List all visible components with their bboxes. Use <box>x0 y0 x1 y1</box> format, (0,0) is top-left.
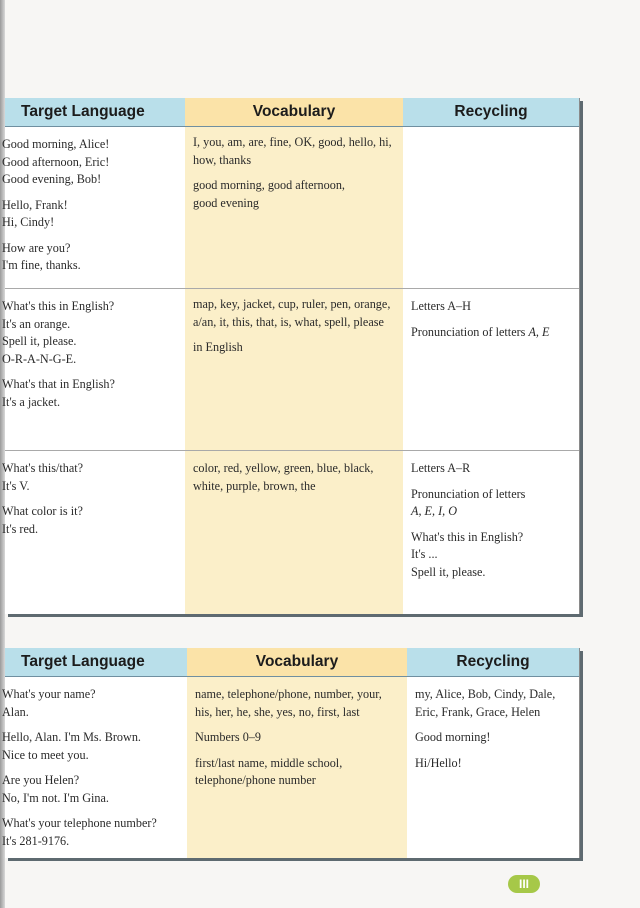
recycling-column <box>403 98 579 614</box>
cell-text-line: Alan. <box>2 704 29 719</box>
cell-text-line: Spell it, please. <box>411 564 486 579</box>
cell-text-line: a/an, it, this, that, is, what, spell, please <box>193 314 384 329</box>
cell-text-line: It's red. <box>2 521 39 536</box>
cell-text-line: Pronunciation of letters A, E <box>411 324 550 339</box>
cell-paragraph <box>2 503 180 538</box>
cell-text-line: What's that in English? <box>2 377 115 391</box>
cell-text-line: It's an orange. <box>2 316 71 331</box>
cell-text-line: What's this in English? <box>2 299 115 313</box>
cell-text-line: Hello, Frank! <box>2 197 68 212</box>
cell-text-line: I, you, am, are, fine, OK, good, hello, hi, <box>193 135 392 149</box>
recycling-header: Recycling <box>403 98 579 127</box>
syllabus-table-2 <box>2 648 580 858</box>
target-language-cell <box>2 460 180 546</box>
recycling-header: Recycling <box>407 648 579 677</box>
cell-paragraph <box>2 136 180 189</box>
cell-paragraph <box>193 296 399 331</box>
cell-text-line: Numbers 0–9 <box>195 730 262 744</box>
vocabulary-cell <box>195 686 401 798</box>
cell-text-line: color, red, yellow, green, blue, black, <box>193 461 374 475</box>
vocabulary-header: Vocabulary <box>185 98 403 127</box>
cell-text-line: Good evening, Bob! <box>2 172 102 186</box>
cell-text-line: I'm fine, thanks. <box>2 258 81 272</box>
vocabulary-column <box>187 648 407 858</box>
recycling-cell <box>411 298 571 349</box>
cell-text-line: name, telephone/phone, number, your, <box>195 687 382 701</box>
cell-text-line: O-R-A-N-G-E. <box>2 351 77 366</box>
cell-text-line: his, her, he, she, yes, no, first, last <box>195 704 360 719</box>
cell-paragraph <box>2 772 180 807</box>
cell-text-line: how, thanks <box>193 152 252 167</box>
cell-paragraph <box>411 460 571 478</box>
cell-paragraph <box>415 755 575 773</box>
target-language-cell <box>2 686 180 858</box>
recycling-cell <box>411 460 571 589</box>
cell-paragraph <box>195 729 401 747</box>
vocabulary-cell <box>193 460 399 503</box>
cell-text-line: Hi/Hello! <box>415 755 462 770</box>
target-language-header: Target Language <box>5 98 185 127</box>
cell-paragraph <box>2 298 180 368</box>
cell-paragraph <box>193 177 399 212</box>
target-language-cell <box>2 298 180 419</box>
cell-paragraph <box>193 339 399 357</box>
target-language-column <box>2 648 187 858</box>
cell-paragraph <box>2 376 180 411</box>
cell-text-line: What's your telephone number? <box>2 816 157 830</box>
cell-text-line: Pronunciation of letters <box>411 486 526 501</box>
cell-paragraph <box>2 686 180 721</box>
row-divider <box>5 450 579 451</box>
cell-text-line: first/last name, middle school, <box>195 755 343 770</box>
cell-text-line: What's this/that? <box>2 461 84 475</box>
cell-text-line: It's 281-9176. <box>2 833 70 848</box>
cell-text-line: good morning, good afternoon, <box>193 178 345 192</box>
target-language-header: Target Language <box>5 648 187 677</box>
syllabus-table-1 <box>2 98 580 614</box>
cell-paragraph <box>195 686 401 721</box>
cell-text-line: How are you? <box>2 240 71 255</box>
target-language-cell <box>2 136 180 283</box>
cell-text-line: It's a jacket. <box>2 394 61 409</box>
cell-paragraph <box>415 729 575 747</box>
cell-text-line: in English <box>193 340 243 354</box>
cell-text-line: Are you Helen? <box>2 773 80 787</box>
cell-text-line: my, Alice, Bob, Cindy, Dale, <box>415 687 556 701</box>
target-language-column <box>2 98 185 614</box>
cell-paragraph <box>411 298 571 316</box>
cell-text-line: Letters A–R <box>411 461 471 475</box>
vocabulary-cell <box>193 134 399 220</box>
cell-paragraph <box>195 755 401 790</box>
recycling-column <box>407 648 579 858</box>
cell-text-line: What's your name? <box>2 687 96 701</box>
cell-text-line: Good morning! <box>415 730 491 744</box>
cell-text-line: It's V. <box>2 478 30 493</box>
cell-text-line: map, key, jacket, cup, ruler, pen, orange, <box>193 297 391 311</box>
recycling-cell <box>415 686 575 780</box>
row-divider <box>5 288 579 289</box>
cell-text-line: good evening <box>193 195 260 210</box>
cell-text-line: Nice to meet you. <box>2 747 89 762</box>
cell-text-line: Hello, Alan. I'm Ms. Brown. <box>2 730 141 744</box>
cell-paragraph <box>415 686 575 721</box>
page-number-badge: III <box>508 875 540 893</box>
cell-paragraph <box>2 729 180 764</box>
cell-text-line: What color is it? <box>2 504 83 518</box>
cell-text-line: It's ... <box>411 547 438 561</box>
vocabulary-cell <box>193 296 399 365</box>
cell-text-line: Good afternoon, Eric! <box>2 154 110 169</box>
cell-paragraph <box>411 486 571 521</box>
cell-text-line: Eric, Frank, Grace, Helen <box>415 704 541 719</box>
cell-paragraph <box>2 815 180 850</box>
cell-text-line: Hi, Cindy! <box>2 215 55 229</box>
cell-text-line: telephone/phone number <box>195 773 316 787</box>
cell-text-line: Letters A–H <box>411 299 471 313</box>
cell-paragraph <box>2 460 180 495</box>
cell-paragraph <box>193 134 399 169</box>
cell-text-line: Spell it, please. <box>2 334 77 348</box>
cell-text-line: A, E, I, O <box>411 504 458 518</box>
cell-paragraph <box>193 460 399 495</box>
cell-text-line: Good morning, Alice! <box>2 137 110 151</box>
cell-paragraph <box>411 324 571 342</box>
cell-paragraph <box>2 197 180 232</box>
cell-text-line: white, purple, brown, the <box>193 478 316 493</box>
cell-text-line: What's this in English? <box>411 529 524 544</box>
vocabulary-header: Vocabulary <box>187 648 407 677</box>
cell-text-line: No, I'm not. I'm Gina. <box>2 790 109 805</box>
cell-paragraph <box>2 240 180 275</box>
vocabulary-column <box>185 98 403 614</box>
cell-paragraph <box>411 529 571 582</box>
